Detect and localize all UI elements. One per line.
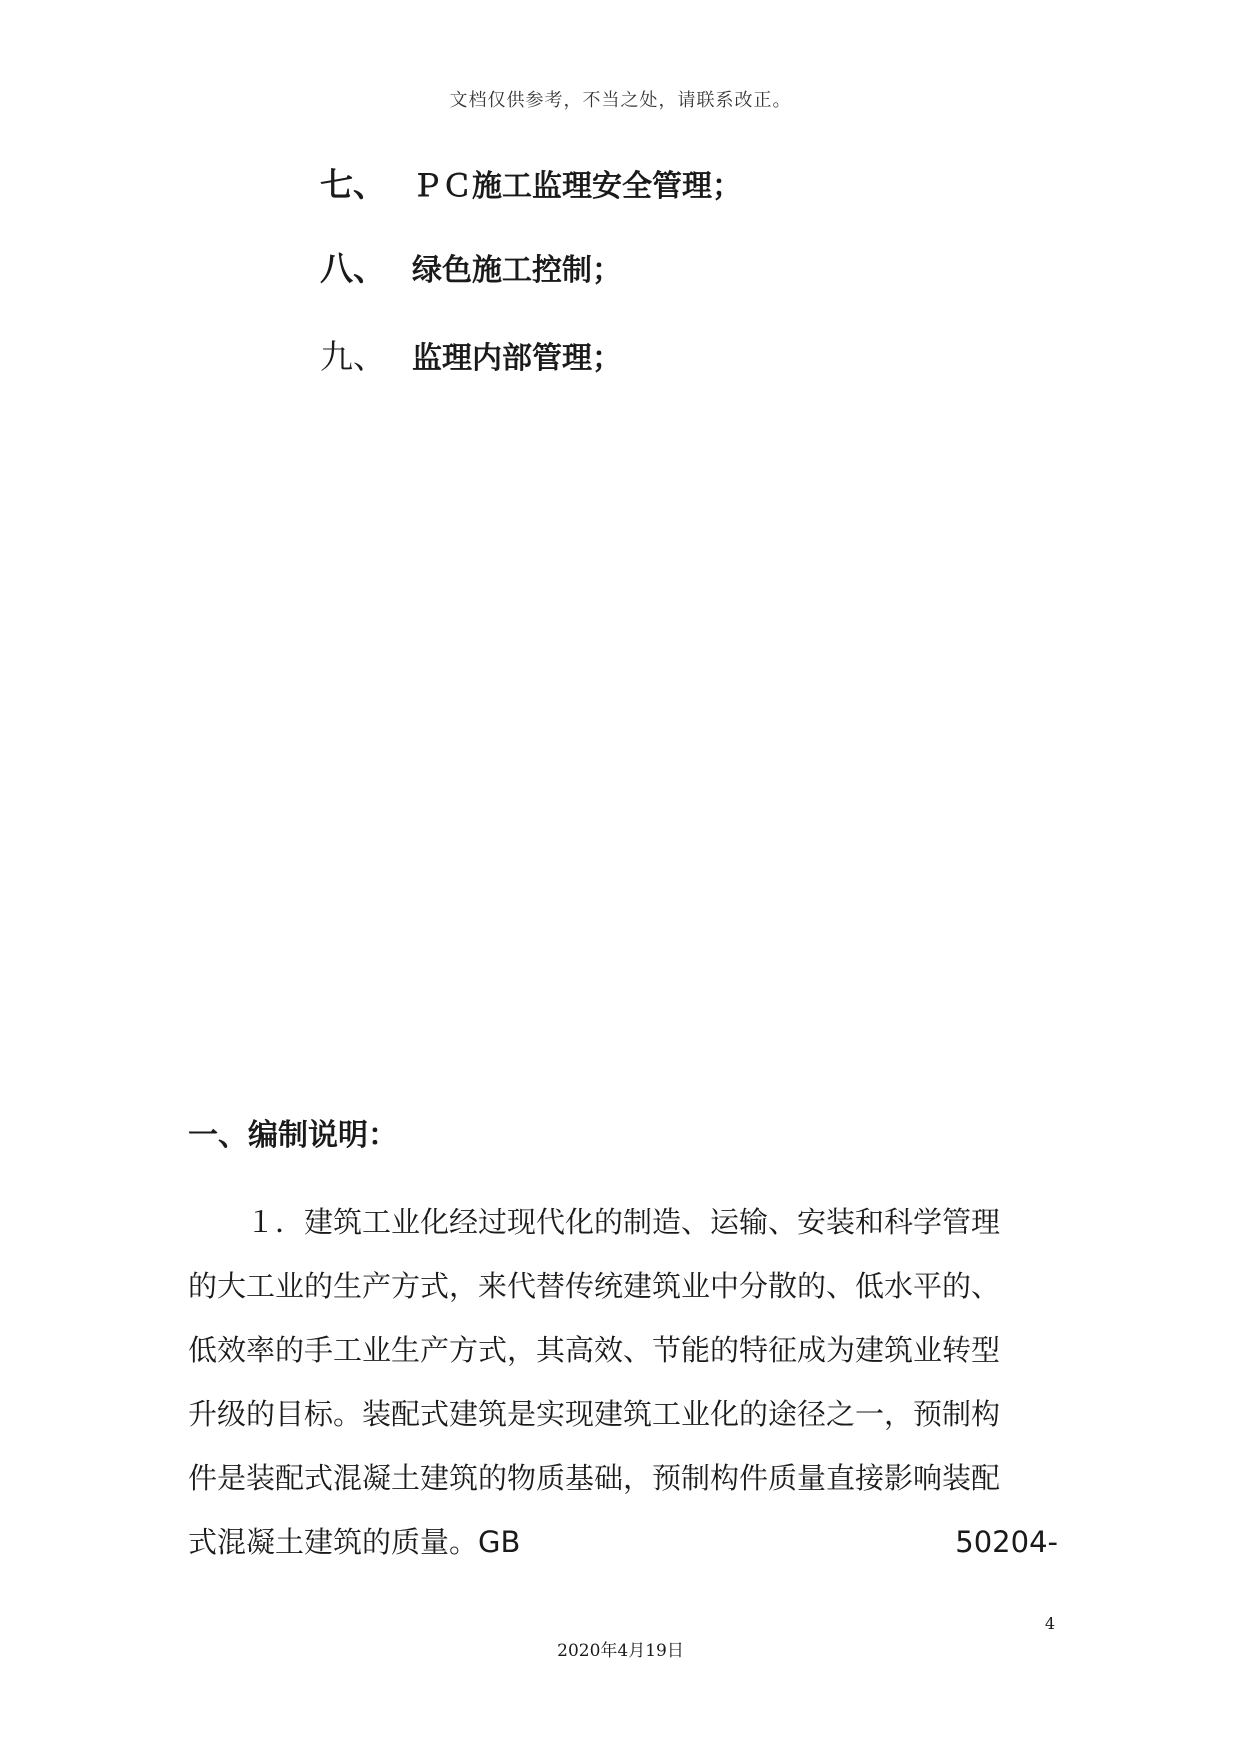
toc-text: 监理内部管理；: [412, 341, 622, 376]
toc-number: 九、: [320, 337, 386, 376]
toc-number: 七、: [320, 165, 386, 204]
footer-date: 2020年4月19日: [557, 1641, 684, 1661]
paragraph-line: 件是装配式混凝土建筑的物质基础，预制构件质量直接影响装配: [188, 1461, 1001, 1495]
body-paragraph: [188, 1190, 1058, 1574]
paragraph-line: 升级的目标。装配式建筑是实现建筑工业化的途径之一，预制构: [188, 1397, 1001, 1431]
paragraph-last-line: [188, 1510, 1058, 1574]
paragraph-line: １．建筑工业化经过现代化的制造、运输、安装和科学管理: [246, 1205, 1001, 1239]
paragraph-line: 低效率的手工业生产方式，其高效、节能的特征成为建筑业转型: [188, 1333, 1001, 1367]
header-note: 文档仅供参考，不当之处，请联系改正。: [449, 90, 792, 111]
toc-text: ＰＣ施工监理安全管理；: [412, 169, 742, 204]
standard-code: 50204-: [955, 1525, 1058, 1559]
toc-item-8: [320, 244, 622, 294]
toc-item-9: [320, 332, 622, 382]
toc-text: 绿色施工控制；: [412, 253, 622, 288]
toc-number: 八、: [320, 249, 386, 288]
section-heading: 一、编制说明：: [188, 1118, 398, 1153]
paragraph-line: 式混凝土建筑的质量。GB: [188, 1525, 521, 1559]
page-number: 4: [1044, 1614, 1055, 1633]
paragraph-line: 的大工业的生产方式，来代替传统建筑业中分散的、低水平的、: [188, 1269, 1001, 1303]
toc-item-7: [320, 160, 742, 210]
